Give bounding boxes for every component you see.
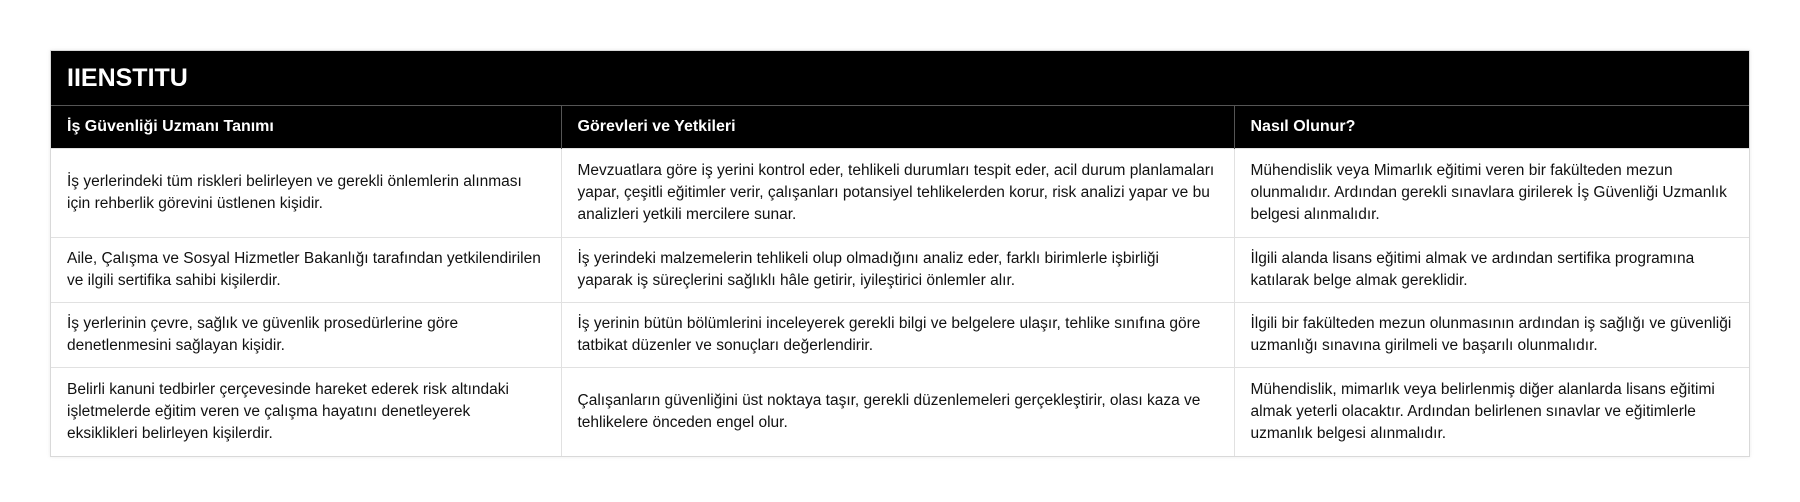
table-row — [51, 368, 1749, 457]
table-cell: İlgili bir fakülteden mezun olunmasının ardından iş sağlığı ve güvenliği uzmanlığı sınavına girilmeli ve başarılı olunmalıdır. — [1234, 303, 1749, 368]
table-row — [51, 149, 1749, 238]
table-cell: İlgili alanda lisans eğitimi almak ve ardından sertifika programına katılarak belge almak gereklidir. — [1234, 238, 1749, 303]
table-cell: Mevzuatlara göre iş yerini kontrol eder, tehlikeli durumları tespit eder, acil durum planlamaları yapar, çeşitli eğitimler verir, çalışanları potansiyel tehlikelerden korur, risk analizi yapar ve bu analizleri yetkili mercilere sunar. — [561, 149, 1234, 238]
column-header-definition: İş Güvenliği Uzmanı Tanımı — [51, 106, 561, 149]
table-header-row — [51, 106, 1749, 149]
table-cell: İş yerlerinin çevre, sağlık ve güvenlik prosedürlerine göre denetlenmesini sağlayan kişidir. — [51, 303, 561, 368]
brand-title: IIENSTITU — [51, 51, 1749, 106]
table-row — [51, 238, 1749, 303]
table-cell: Mühendislik veya Mimarlık eğitimi veren bir fakülteden mezun olunmalıdır. Ardından gerekli sınavlara girilerek İş Güvenliği Uzmanlık belgesi alınmalıdır. — [1234, 149, 1749, 238]
table-cell: Mühendislik, mimarlık veya belirlenmiş diğer alanlarda lisans eğitimi almak yeterli olacaktır. Ardından belirlenen sınavlar ve eğitimlerle uzmanlık belgesi alınmalıdır. — [1234, 368, 1749, 457]
info-table — [51, 106, 1749, 456]
table-row — [51, 303, 1749, 368]
table-cell: İş yerlerindeki tüm riskleri belirleyen ve gerekli önlemlerin alınması için rehberlik görevini üstlenen kişidir. — [51, 149, 561, 238]
table-cell: Aile, Çalışma ve Sosyal Hizmetler Bakanlığı tarafından yetkilendirilen ve ilgili sertifika sahibi kişilerdir. — [51, 238, 561, 303]
table-cell: İş yerinin bütün bölümlerini inceleyerek gerekli bilgi ve belgelere ulaşır, tehlike sınıfına göre tatbikat düzenler ve sonuçları değerlendirir. — [561, 303, 1234, 368]
info-table-card — [50, 50, 1750, 457]
column-header-duties: Görevleri ve Yetkileri — [561, 106, 1234, 149]
table-cell: Çalışanların güvenliğini üst noktaya taşır, gerekli düzenlemeleri gerçekleştirir, olası kaza ve tehlikelere önceden engel olur. — [561, 368, 1234, 457]
table-cell: Belirli kanuni tedbirler çerçevesinde hareket ederek risk altındaki işletmelerde eğitim veren ve çalışma hayatını denetleyerek eksiklikleri belirleyen kişilerdir. — [51, 368, 561, 457]
column-header-how-to: Nasıl Olunur? — [1234, 106, 1749, 149]
table-cell: İş yerindeki malzemelerin tehlikeli olup olmadığını analiz eder, farklı birimlerle işbirliği yaparak iş süreçlerini sağlıklı hâle getirir, iyileştirici önlemler alır. — [561, 238, 1234, 303]
